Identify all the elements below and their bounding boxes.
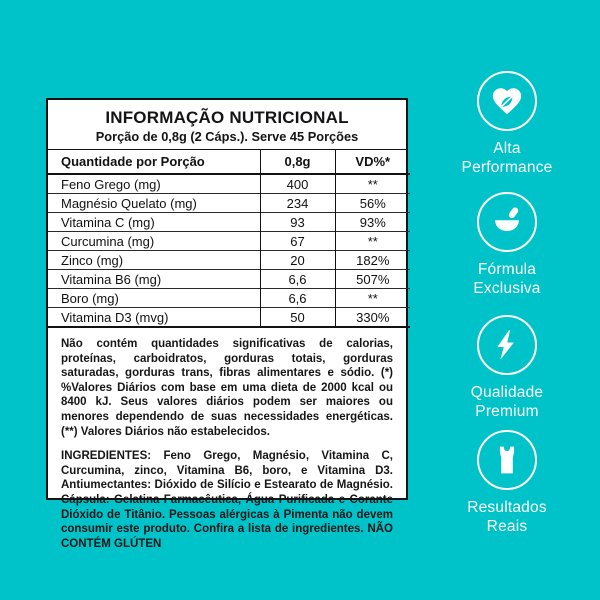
benefit-label <box>462 140 553 177</box>
nutrient-rows <box>48 174 410 327</box>
nutrient-dv: 56% <box>335 194 410 213</box>
nutrient-dv: 182% <box>335 251 410 270</box>
nutrient-amount: 400 <box>260 174 335 194</box>
benefit-formula-exclusiva <box>430 192 584 298</box>
benefit-circle <box>477 71 537 131</box>
nutrient-amount: 234 <box>260 194 335 213</box>
nutrient-amount: 67 <box>260 232 335 251</box>
column-header-quantity: Quantidade por Porção <box>48 150 260 174</box>
lightning-icon <box>490 328 524 362</box>
table-row <box>48 232 410 251</box>
benefit-alta-performance <box>430 71 584 177</box>
column-header-amount: 0,8g <box>260 150 335 174</box>
table-row <box>48 213 410 232</box>
table-row <box>48 194 410 213</box>
nutrient-dv: 330% <box>335 308 410 328</box>
benefit-circle <box>477 430 537 490</box>
benefit-circle <box>477 315 537 375</box>
nutrient-name: Boro (mg) <box>48 289 260 308</box>
ingredients-label: INGREDIENTES: <box>61 450 152 463</box>
nutrient-amount: 20 <box>260 251 335 270</box>
nutrient-name: Zinco (mg) <box>48 251 260 270</box>
benefit-label-line2: Premium <box>475 402 539 420</box>
table-row <box>48 174 410 194</box>
benefit-label-line2: Reais <box>486 517 528 535</box>
benefit-label <box>467 499 547 536</box>
nutrient-name: Feno Grego (mg) <box>61 176 161 192</box>
nutrition-table <box>48 150 410 328</box>
benefit-label-line2: Performance <box>461 158 553 176</box>
nutrient-amount: 50 <box>260 308 335 328</box>
nutrient-name: Vitamina D3 (mvg) <box>48 308 260 328</box>
benefits-column <box>430 0 584 600</box>
table-row <box>48 308 410 328</box>
nutrient-dv: ** <box>335 232 410 251</box>
nutrition-facts-card <box>46 98 408 550</box>
benefit-label-line1: Resultados <box>467 499 547 516</box>
column-header-dv: VD%* <box>335 150 410 174</box>
table-header-row <box>48 150 410 174</box>
nutrient-name: Vitamina B6 (mg) <box>48 270 260 289</box>
gluten-free-note: NÃO CONTÉM GLÚTEN <box>61 523 393 550</box>
benefit-qualidade-premium <box>430 315 584 421</box>
card-header <box>48 100 406 150</box>
nutrient-dv: ** <box>335 289 410 308</box>
nutrient-dv: 93% <box>335 213 410 232</box>
nutrient-name: Magnésio Quelato (mg) <box>48 194 260 213</box>
nutrient-name: Vitamina C (mg) <box>48 213 260 232</box>
nutrient-name: Curcumina (mg) <box>48 232 260 251</box>
benefit-resultados-reais <box>430 430 584 536</box>
benefit-label-line1: Alta <box>493 140 521 157</box>
benefit-label <box>471 384 543 421</box>
benefit-label <box>473 261 540 298</box>
ingredients-text: Feno Grego, Magnésio, Vitamina C, Curcumina, zinco, Vitamina B6, boro, e Vitamina D3. Antiumectantes: Dióxido de Silício e Estearato de Magnésio. Cápsula: Gelatina Farmacêutica, Água Purificada e Corante Dióxido de Titânio. Pessoas alérgicas à Pimenta não devem consumir este produto. Confira a lista de ingredientes. <box>61 450 393 536</box>
nutrient-amount: 6,6 <box>260 270 335 289</box>
nutrient-dv: ** <box>367 176 378 192</box>
nutrient-dv: 507% <box>335 270 410 289</box>
benefit-circle <box>477 192 537 252</box>
tank-top-icon <box>490 443 524 477</box>
table-row <box>48 270 410 289</box>
daily-values-note: Não contém quantidades significativas de calorias, proteínas, carboidratos, gorduras totais, gorduras saturadas, gorduras trans, fibras alimentares e sódio. (*) %Valores Diários com base em uma dieta de 2000 kcal ou 8400 kJ. Seus valores diários podem ser maiores ou menores dependendo de suas necessidades energéticas. (**) Valores Diários não estabelecidos. <box>61 338 393 438</box>
benefit-label-line2: Exclusiva <box>473 279 541 297</box>
benefit-label-line1: Fórmula <box>477 261 537 278</box>
serving-info: Porção de 0,8g (2 Cáps.). Serve 45 Porções <box>95 129 359 144</box>
benefit-label-line1: Qualidade <box>470 384 544 401</box>
heart-leaf-icon <box>490 84 524 118</box>
nutrition-title: INFORMAÇÃO NUTRICIONAL <box>105 108 349 127</box>
table-row <box>48 251 410 270</box>
table-row <box>48 289 410 308</box>
nutrient-amount: 93 <box>260 213 335 232</box>
mortar-pestle-icon <box>490 205 524 239</box>
nutrient-amount: 6,6 <box>260 289 335 308</box>
ingredients-paragraph <box>61 449 393 551</box>
